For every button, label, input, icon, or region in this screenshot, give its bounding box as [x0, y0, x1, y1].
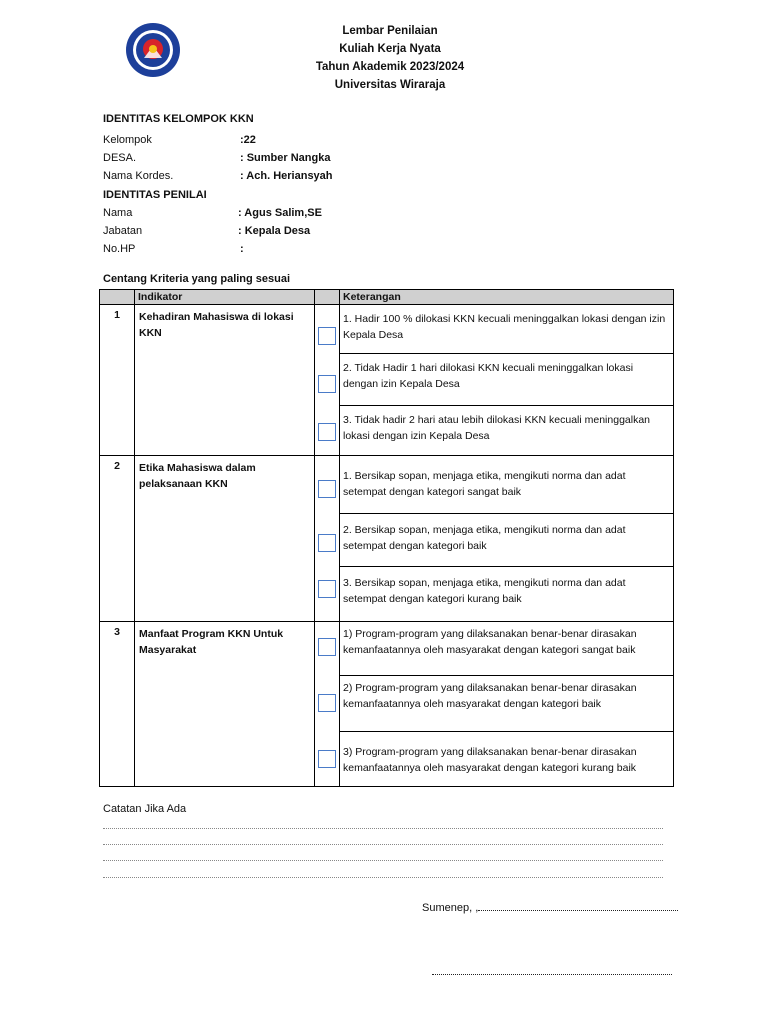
notes-label: Catatan Jika Ada: [103, 803, 187, 815]
instruction-text: Centang Kriteria yang paling sesuai: [103, 273, 291, 285]
notes-line[interactable]: [103, 860, 663, 861]
title-line: Universitas Wiraraja: [334, 79, 446, 91]
field-label: Kelompok: [103, 134, 152, 146]
option-text: 2. Bersikap sopan, menjaga etika, mengikuti norma dan adat setempat dengan kategori baik: [340, 514, 674, 567]
title-line: Lembar Penilaian: [342, 25, 438, 37]
signature-name-line[interactable]: [432, 974, 672, 975]
option-text: 2. Tidak Hadir 1 hari dilokasi KKN kecuali meninggalkan lokasi dengan izin Kepala Desa: [340, 354, 674, 406]
row-indikator: Manfaat Program KKN Untuk Masyarakat: [135, 622, 315, 787]
option-checkbox[interactable]: [318, 750, 336, 768]
signature-date-line[interactable]: [478, 901, 678, 911]
row-number: 1: [100, 305, 135, 456]
table-row: [100, 305, 674, 354]
option-text: 3) Program-program yang dilaksanakan benar-benar dirasakan kemanfaatannya oleh masyarakat dengan kategori kurang baik: [340, 732, 674, 787]
checkbox-column: [315, 456, 340, 622]
field-label: Nama Kordes.: [103, 170, 174, 182]
notes-line[interactable]: [103, 828, 663, 829]
option-checkbox[interactable]: [318, 327, 336, 345]
table-header: [100, 290, 674, 305]
identitas-kelompok-heading: IDENTITAS KELOMPOK KKN: [103, 113, 254, 125]
document-title: [240, 22, 540, 94]
header-no: [100, 290, 135, 305]
notes-line[interactable]: [103, 877, 663, 878]
option-checkbox[interactable]: [318, 375, 336, 393]
assessment-table: [99, 289, 674, 787]
field-label: No.HP: [103, 243, 136, 255]
signature-place: [422, 901, 678, 914]
header-indikator: Indikator: [135, 290, 315, 305]
field-value: : Agus Salim,SE: [238, 207, 322, 219]
checkbox-column: [315, 305, 340, 456]
field-value: :: [240, 243, 244, 255]
option-text: 1. Hadir 100 % dilokasi KKN kecuali meninggalkan lokasi dengan izin Kepala Desa: [340, 305, 674, 354]
option-text: 3. Tidak hadir 2 hari atau lebih dilokasi KKN kecuali meninggalkan lokasi dengan izin Kepala Desa: [340, 406, 674, 456]
title-line: Tahun Akademik 2023/2024: [315, 61, 465, 73]
option-checkbox[interactable]: [318, 694, 336, 712]
title-line: Kuliah Kerja Nyata: [339, 43, 441, 55]
university-logo: [124, 22, 182, 78]
field-value: : Ach. Heriansyah: [240, 170, 333, 182]
row-indikator: Etika Mahasiswa dalam pelaksanaan KKN: [135, 456, 315, 622]
field-value: : Sumber Nangka: [240, 152, 331, 164]
notes-line[interactable]: [103, 844, 663, 845]
field-label: Nama: [103, 207, 133, 219]
option-text: 1) Program-program yang dilaksanakan benar-benar dirasakan kemanfaatannya oleh masyarakat dengan kategori sangat baik: [340, 622, 674, 676]
field-value: :22: [240, 134, 256, 146]
option-text: 3. Bersikap sopan, menjaga etika, mengikuti norma dan adat setempat dengan kategori kurang baik: [340, 567, 674, 622]
field-label: Jabatan: [103, 225, 143, 237]
identitas-penilai-heading: IDENTITAS PENILAI: [103, 189, 207, 201]
option-text: 2) Program-program yang dilaksanakan benar-benar dirasakan kemanfaatannya oleh masyarakat dengan kategori baik: [340, 676, 674, 732]
option-checkbox[interactable]: [318, 534, 336, 552]
row-number: 3: [100, 622, 135, 787]
checkbox-column: [315, 622, 340, 787]
option-checkbox[interactable]: [318, 480, 336, 498]
row-indikator: Kehadiran Mahasiswa di lokasi KKN: [135, 305, 315, 456]
table-row: [100, 456, 674, 514]
row-number: 2: [100, 456, 135, 622]
option-text: 1. Bersikap sopan, menjaga etika, mengikuti norma dan adat setempat dengan kategori sangat baik: [340, 456, 674, 514]
table-row: [100, 622, 674, 676]
header-check: [315, 290, 340, 305]
option-checkbox[interactable]: [318, 423, 336, 441]
header-keterangan: Keterangan: [340, 290, 674, 305]
field-label: DESA.: [103, 152, 137, 164]
field-value: : Kepala Desa: [238, 225, 311, 237]
option-checkbox[interactable]: [318, 580, 336, 598]
option-checkbox[interactable]: [318, 638, 336, 656]
signature-place-label: Sumenep, ,: [422, 902, 479, 914]
